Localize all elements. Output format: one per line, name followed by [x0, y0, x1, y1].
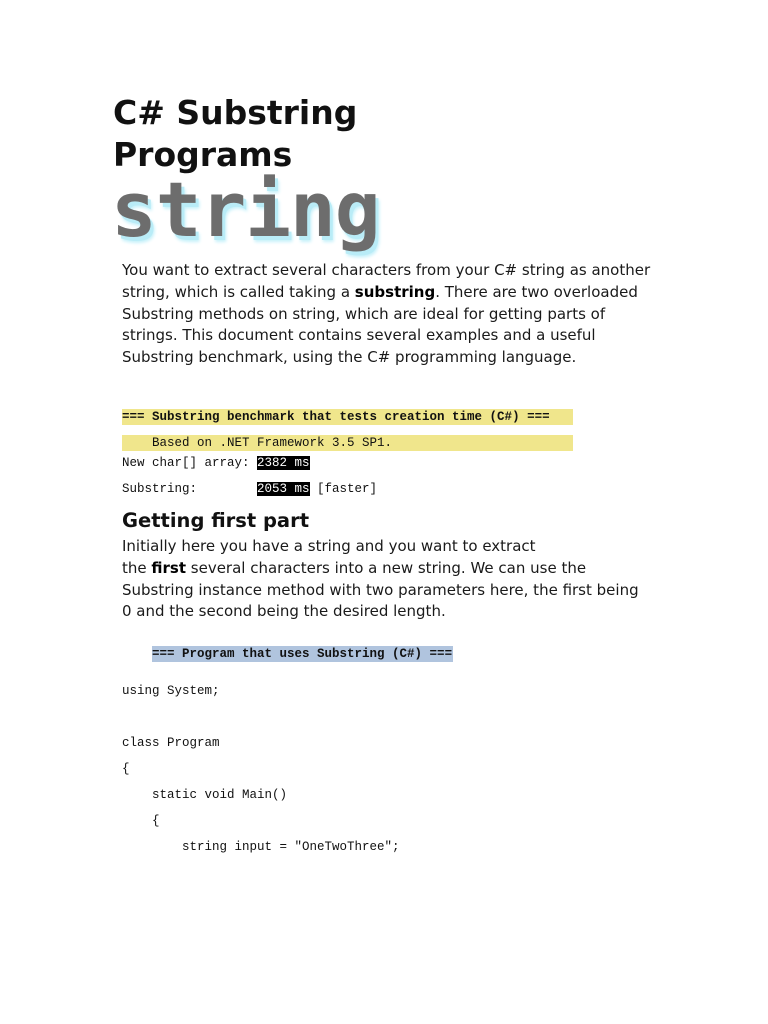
benchmark-header-text: === Substring benchmark that tests creation time (C#) ===	[122, 409, 573, 425]
benchmark-row-char-array	[122, 455, 310, 471]
section-line1: Initially here you have a string and you want to extract	[122, 537, 536, 555]
benchmark-row2-note: [faster]	[309, 482, 378, 496]
code-line-open-brace: {	[122, 762, 130, 776]
section-line2-pre: the	[122, 558, 152, 577]
section-paragraph	[122, 536, 652, 623]
benchmark-framework-text: Based on .NET Framework 3.5 SP1.	[122, 435, 573, 451]
page-title: C# Substring Programs	[113, 93, 358, 174]
benchmark-framework-line	[122, 403, 573, 483]
benchmark-row-substring	[122, 481, 377, 497]
section-line2-post: several characters into a new string. We can use the Substring instance method with two parameters here, the first being 0 and the second being the desired length.	[122, 558, 639, 621]
benchmark-row1-label: New char[] array:	[122, 456, 258, 470]
code-line-input: string input = "OneTwoThree";	[122, 840, 400, 854]
benchmark-row2-value: 2053 ms	[257, 482, 310, 496]
intro-text-part2: . There are two overloaded Substring methods on string, which are ideal for getting parts of strings. This document contains several examples and a useful Substring benchmark, using the C# programming language.	[122, 282, 638, 367]
code-line-using: using System;	[122, 684, 220, 698]
program-header	[122, 630, 453, 678]
intro-text-part1: You want to extract several characters from your C# string as another string, which is called taking a	[122, 261, 651, 301]
benchmark-row2-label: Substring:	[122, 482, 258, 496]
benchmark-row1-value: 2382 ms	[257, 456, 310, 470]
section-bold-term: first	[151, 558, 187, 577]
code-line-main: static void Main()	[122, 788, 288, 802]
code-line-class: class Program	[122, 736, 220, 750]
section-heading: Getting first part	[122, 509, 310, 532]
code-line-open-brace-inner: {	[122, 814, 160, 828]
program-header-text: === Program that uses Substring (C#) ===	[152, 647, 453, 661]
intro-bold-term: substring	[354, 282, 436, 301]
string-logo-graphic: string	[111, 165, 380, 254]
intro-paragraph	[122, 260, 652, 369]
